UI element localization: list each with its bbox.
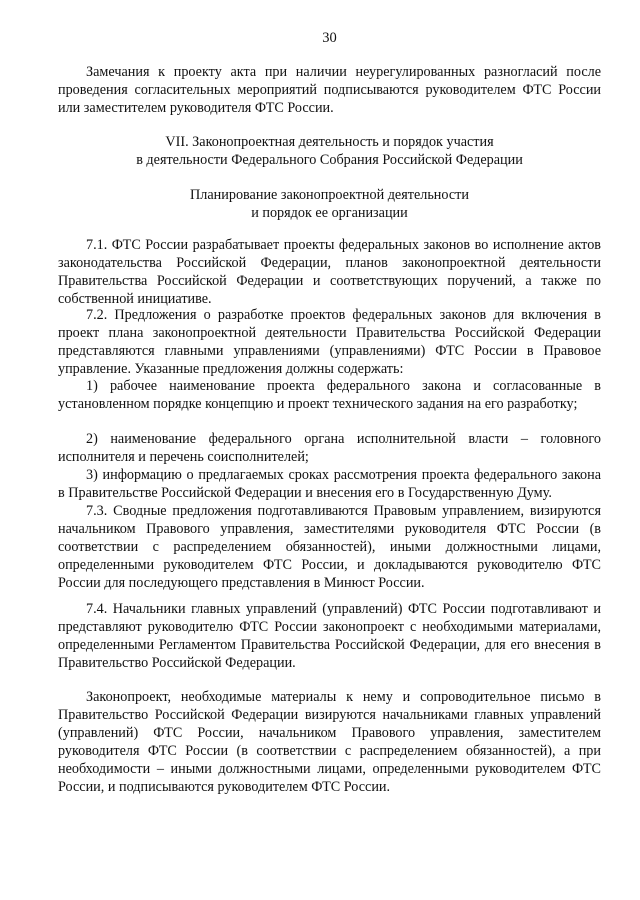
subsection-title-line1: Планирование законопроектной деятельности xyxy=(190,187,469,203)
page-number: 30 xyxy=(322,30,337,46)
list-item-3: 3) информацию о предлагаемых сроках рассмотрения проекта федерального закона в Правительстве Российской Федерации и внесения его в Государственную Думу. xyxy=(58,467,601,501)
intro-paragraph: Замечания к проекту акта при наличии неурегулированных разногласий после проведения согласительных мероприятий подписываются руководителем ФТС России или заместителем руководителя ФТС России. xyxy=(58,64,601,116)
paragraph-7-1: 7.1. ФТС России разрабатывает проекты федеральных законов во исполнение актов законодательства Российской Федерации, планов законопроектной деятельности Правительства Российской Федерации и соответствующих поручений, а также по собственной инициативе. xyxy=(58,237,601,307)
subsection-title xyxy=(58,186,601,222)
paragraph-7-4: 7.4. Начальники главных управлений (управлений) ФТС России подготавливают и представляют руководителю ФТС России законопроект с необходимыми материалами, определенными Регламентом Правительства Российской Федерации, для его внесения в Правительство Российской Федерации. xyxy=(58,601,601,671)
paragraph-7-2: 7.2. Предложения о разработке проектов федеральных законов для включения в проект плана законопроектной деятельности Правительства Российской Федерации представляются главными управлениями (управлениями) ФТС России в Правовое управление. Указанные предложения должны содержать: xyxy=(58,307,601,377)
list-item-2: 2) наименование федерального органа исполнительной власти – головного исполнителя и перечень соисполнителей; xyxy=(58,431,601,465)
paragraph-7-3: 7.3. Сводные предложения подготавливаются Правовым управлением, визируются начальником Правового управления, заместителями руководителя ФТС России (в соответствии с распределением обязанностей), иными должностными лицами, определенными руководителем ФТС России, и докладываются руководителю ФТС России для последующего представления в Минюст России. xyxy=(58,503,601,591)
paragraph-final: Законопроект, необходимые материалы к нему и сопроводительное письмо в Правительство Российской Федерации визируются начальниками главных управлений (управлений) ФТС России, начальником Правового управления, заместителем руководителя ФТС России (в соответствии с распределением обязанностей), а при необходимости – иными должностными лицами, определенными руководителем ФТС России, и подписываются руководителем ФТС России. xyxy=(58,689,601,795)
list-item-1: 1) рабочее наименование проекта федерального закона и согласованные в установленном порядке концепцию и проект технического задания на его разработку; xyxy=(58,378,601,412)
section-title-line1: VII. Законопроектная деятельность и порядок участия xyxy=(165,134,494,150)
section-title xyxy=(58,133,601,169)
document-page xyxy=(58,0,601,900)
subsection-title-line2: и порядок ее организации xyxy=(251,205,408,221)
section-title-line2: в деятельности Федерального Собрания Российской Федерации xyxy=(136,152,523,168)
